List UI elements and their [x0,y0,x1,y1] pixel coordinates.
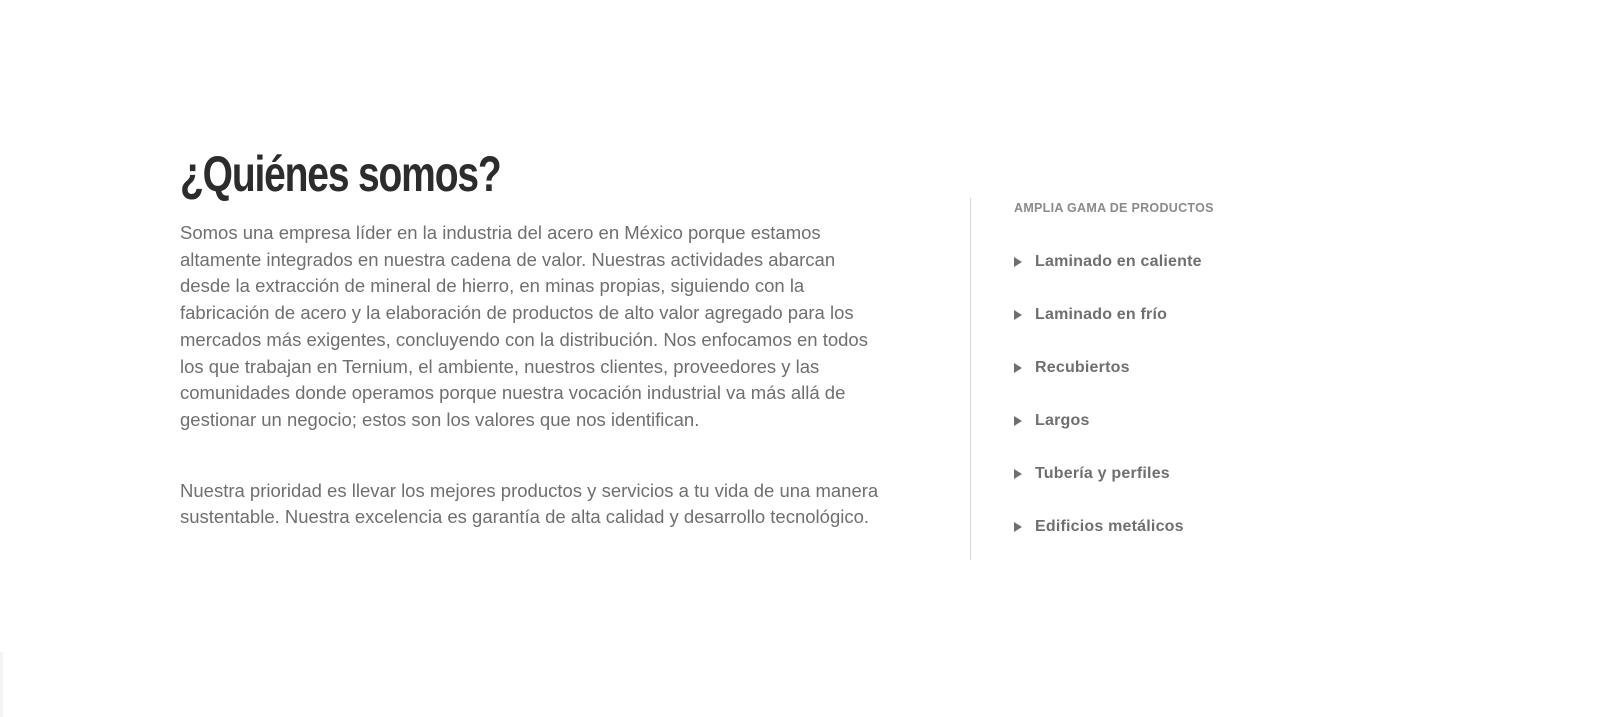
triangle-right-icon [1014,416,1022,426]
triangle-right-icon [1014,310,1022,320]
product-link-edificios-metalicos[interactable] [1014,500,1334,553]
triangle-right-icon [1014,363,1022,373]
product-link-recubiertos[interactable] [1014,341,1334,394]
products-sidebar [1014,200,1334,553]
triangle-right-icon [1014,257,1022,267]
product-label: Largos [1035,411,1090,429]
about-paragraph-1: Somos una empresa líder en la industria del acero en México porque estamos altamente integrados en nuestra cadena de valor. Nuestras actividades abarcan desde la extracción de mineral de hierro, en minas propias, siguiendo con la fabricación de acero y la elaboración de productos de alto valor agregado para los mercados más exigentes, concluyendo con la distribución. Nos enfocamos en todos los que trabajan en Ternium, el ambiente, nuestros clientes, proveedores y las comunidades donde operamos porque nuestra vocación industrial va más allá de gestionar un negocio; estos son los valores que nos identifican. [180,222,868,430]
about-paragraph-2: Nuestra prioridad es llevar los mejores productos y servicios a tu vida de una manera sustentable. Nuestra excelencia es garantía de alta calidad y desarrollo tecnológico. [180,479,879,528]
sidebar-title: AMPLIA GAMA DE PRODUCTOS [1014,201,1214,215]
triangle-right-icon [1014,469,1022,479]
vertical-divider [970,198,971,560]
triangle-right-icon [1014,522,1022,532]
product-label: Tubería y perfiles [1035,464,1170,482]
product-link-laminado-en-frio[interactable] [1014,288,1334,341]
product-label: Laminado en caliente [1035,252,1202,270]
product-link-largos[interactable] [1014,394,1334,447]
product-label: Recubiertos [1035,358,1130,376]
product-link-laminado-en-caliente[interactable] [1014,235,1334,288]
product-label: Edificios metálicos [1035,517,1184,535]
page-title: ¿Quiénes somos? [180,146,501,202]
page-edge-shadow [0,652,3,717]
product-label: Laminado en frío [1035,305,1168,323]
about-section [180,148,880,531]
product-list [1014,235,1334,553]
product-link-tuberia-y-perfiles[interactable] [1014,447,1334,500]
